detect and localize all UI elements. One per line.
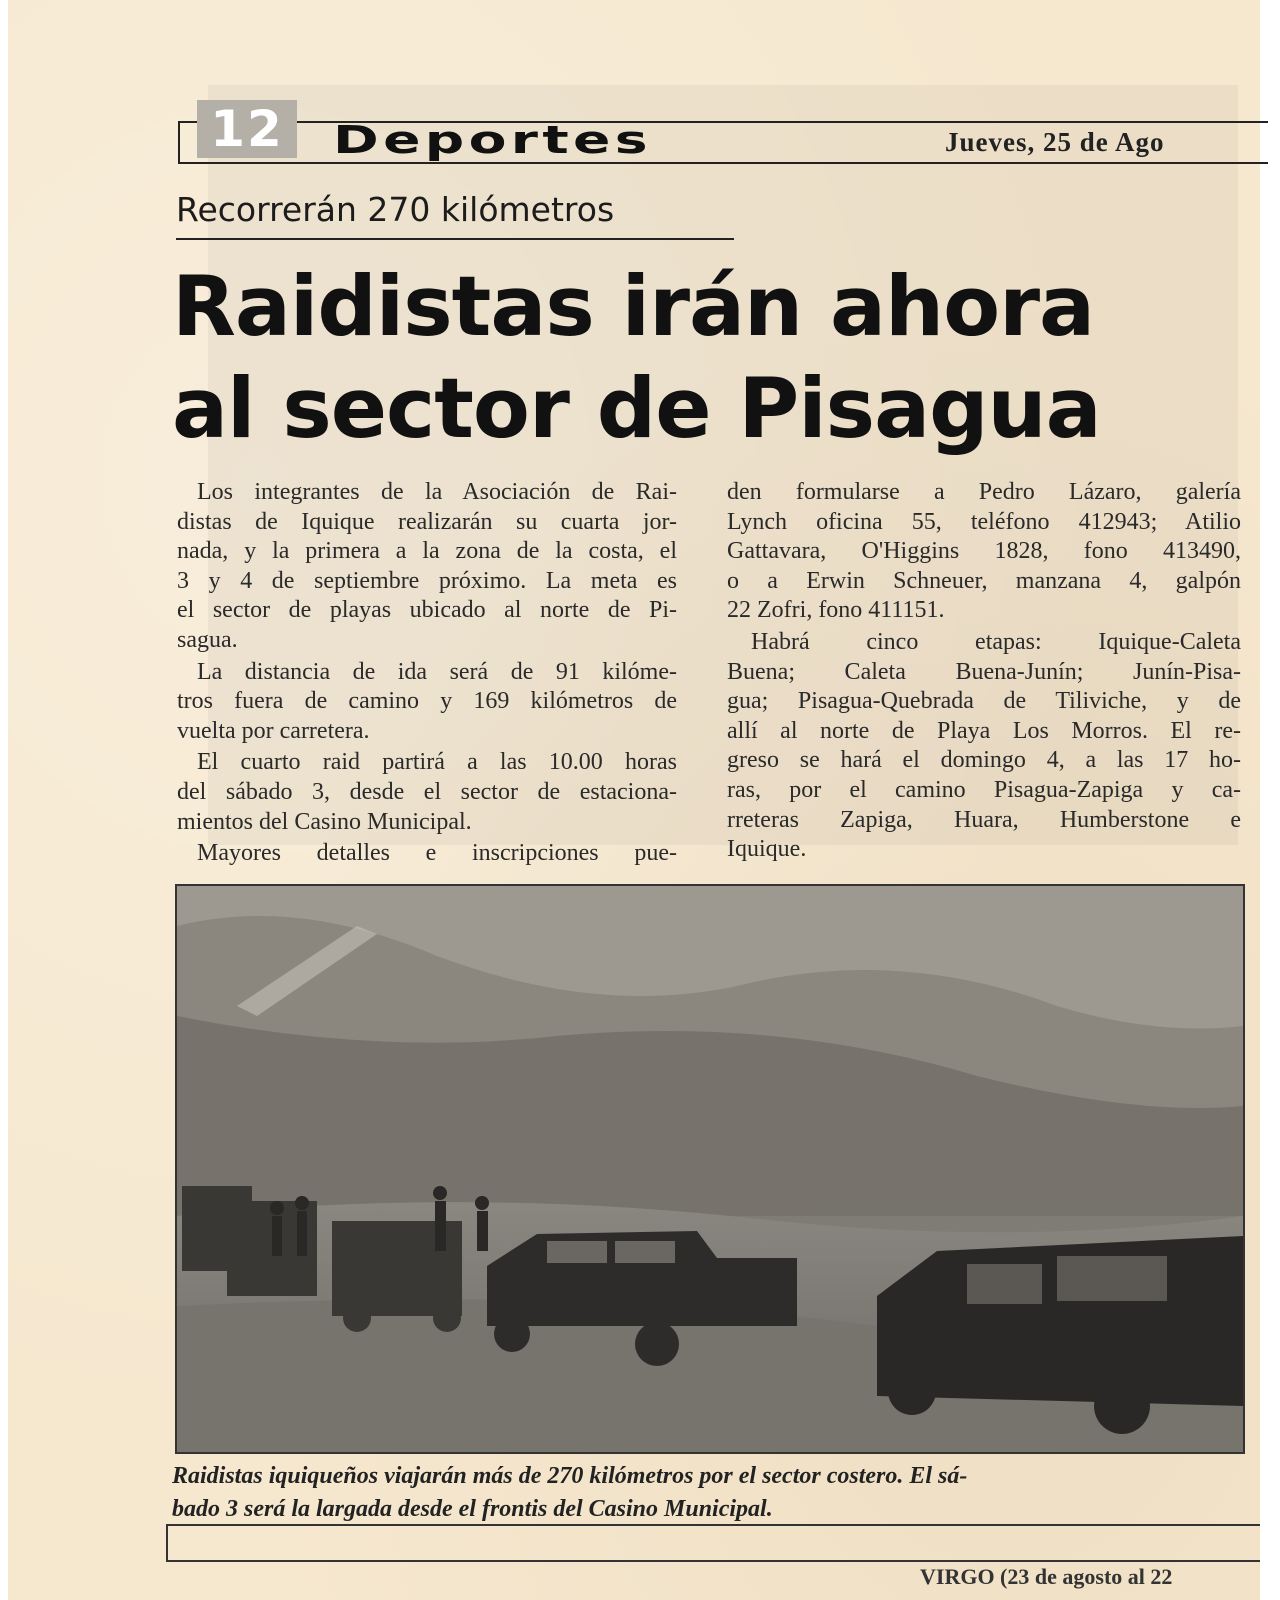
header-rule-bottom [178,162,1268,164]
body-line: el sector de playas ubicado al norte de Pi- [177,597,677,624]
photo-caption [172,1460,1247,1526]
body-line: Lynch oficina 55, teléfono 412943; Atilio [727,508,1241,535]
body-line: tros fuera de camino y 169 kilómetros de [177,688,677,715]
article-photo [175,884,1245,1454]
body-line: Iquique. [727,836,807,863]
body-line: allí al norte de Playa Los Morros. El re- [727,717,1241,744]
next-article-rule-top [166,1524,1260,1526]
body-line: ras, por el camino Pisagua-Zapiga y ca- [727,776,1241,803]
next-article-heading: VIRGO (23 de agosto al 22 [920,1564,1173,1589]
body-line: Buena; Caleta Buena-Junín; Junín-Pisa- [727,658,1241,685]
body-line: gua; Pisagua-Quebrada de Tiliviche, y de [727,688,1241,715]
section-title: Deportes [333,118,652,162]
body-line: rreteras Zapiga, Huara, Humberstone e [727,806,1241,833]
body-line: greso se hará el domingo 4, a las 17 ho- [727,747,1241,774]
body-line: del sábado 3, desde el sector de estaciona- [177,778,677,805]
body-line: o a Erwin Schneuer, manzana 4, galpón [727,567,1241,594]
next-article-rule-bottom [166,1560,1260,1562]
photo-scene [177,886,1243,1452]
headline-line-1: Raidistas irán ahora [172,258,1095,355]
body-line: mientos del Casino Municipal. [177,808,472,835]
page-number: 12 [197,100,297,158]
body-column-right [727,478,1241,865]
caption-line-2: bado 3 será la largada desde el frontis del Casino Municipal. [172,1496,773,1522]
kicker-underline [176,238,734,240]
body-column-left [177,478,677,869]
issue-date: Jueves, 25 de Ago [945,127,1165,157]
article-headline [172,256,1280,460]
body-line: El cuarto raid partirá a las 10.00 horas [197,749,677,776]
headline-line-2: al sector de Pisagua [172,360,1101,457]
body-line: 22 Zofri, fono 411151. [727,597,945,624]
caption-line-1: Raidistas iquiqueños viajarán más de 270 kilómetros por el sector costero. El sá- [172,1463,968,1489]
body-line: vuelta por carretera. [177,717,370,744]
article-kicker: Recorrerán 270 kilómetros [176,190,615,229]
body-line: Habrá cinco etapas: Iquique-Caleta [751,628,1241,655]
body-line: den formularse a Pedro Lázaro, galería [727,479,1241,505]
body-line: sagua. [177,626,238,653]
body-line: Gattavara, O'Higgins 1828, fono 413490, [727,538,1241,565]
body-line: distas de Iquique realizarán su cuarta jor- [177,508,677,535]
header-rule-left [178,121,180,164]
body-line: 3 y 4 de septiembre próximo. La meta es [177,567,677,594]
body-line: nada, y la primera a la zona de la costa, el [177,538,677,565]
body-line: Los integrantes de la Asociación de Rai- [197,479,677,505]
body-line: Mayores detalles e inscripciones pue- [197,840,677,867]
body-line: La distancia de ida será de 91 kilóme- [197,658,677,685]
next-article-rule-left [166,1524,168,1562]
